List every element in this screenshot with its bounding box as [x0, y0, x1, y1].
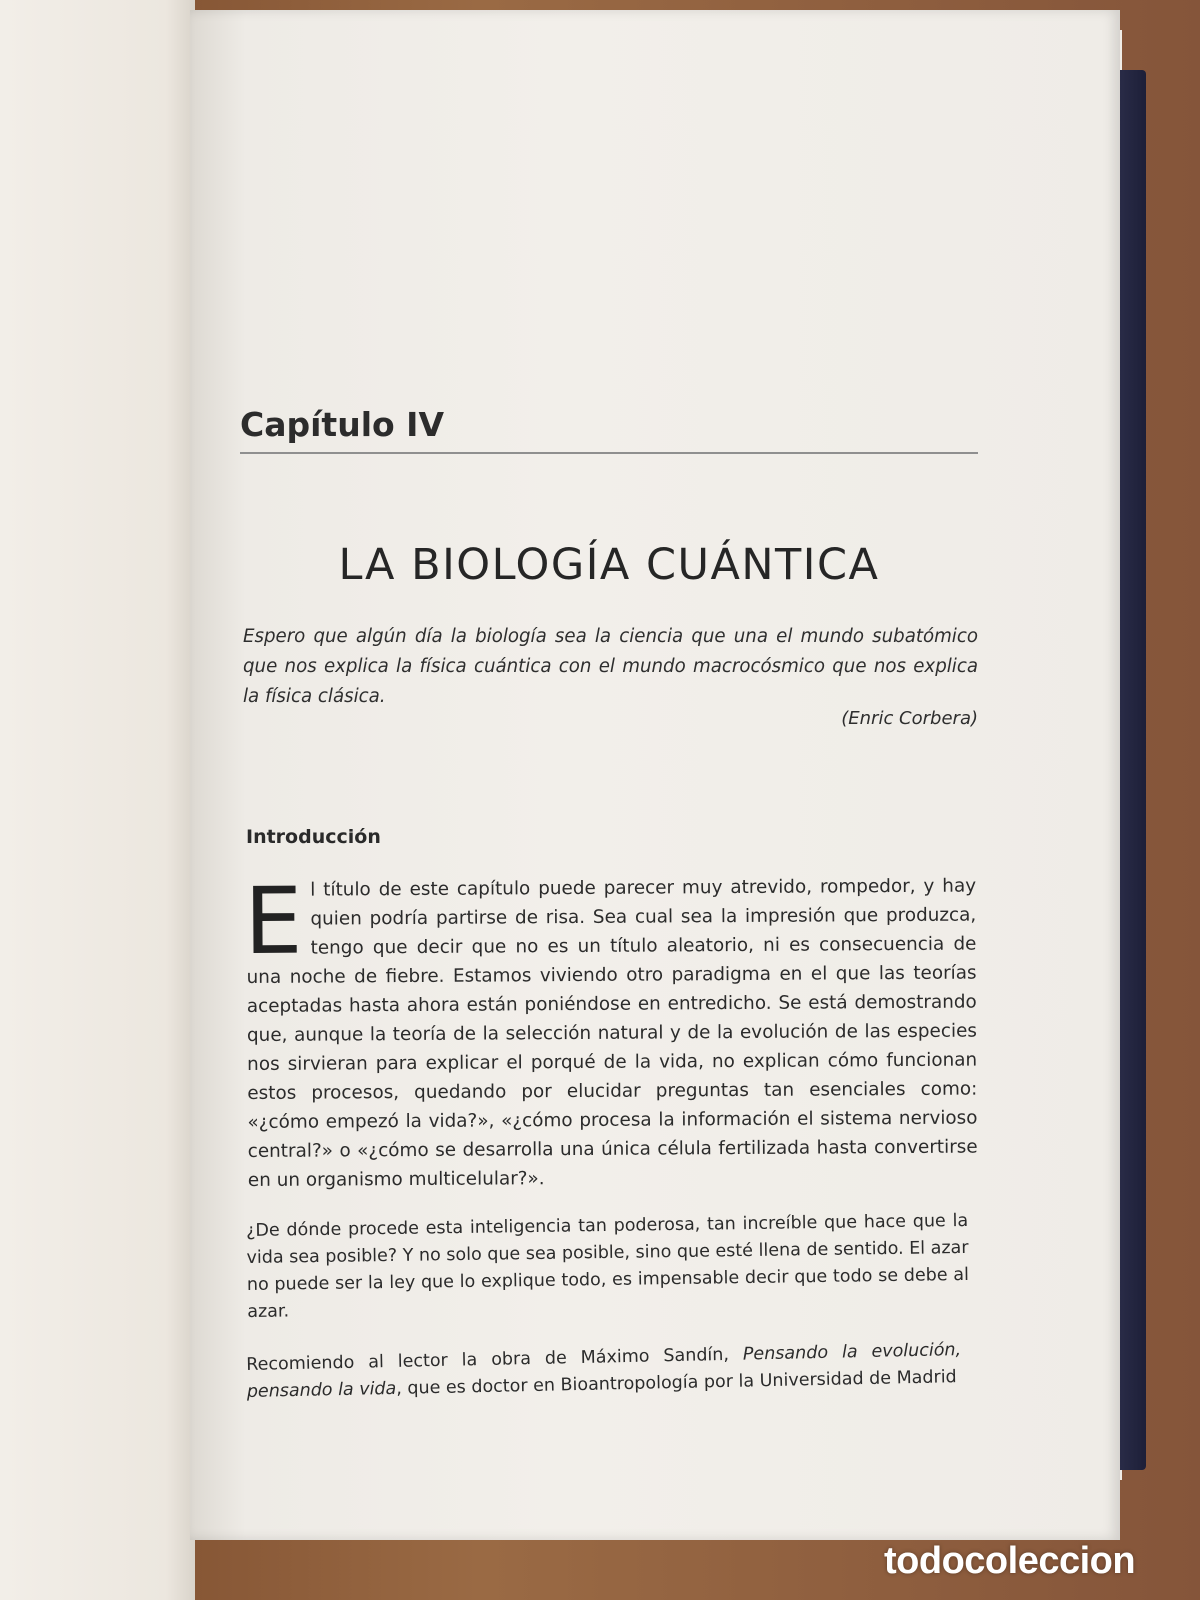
- paragraph-3-before: Recomiendo al lector la obra de Máximo Sandín,: [246, 1344, 744, 1375]
- drop-cap: E: [243, 867, 303, 976]
- chapter-title: LA BIOLOGÍA CUÁNTICA: [338, 540, 880, 590]
- chapter-label: Capítulo IV: [240, 405, 444, 444]
- paragraph-1-text: l título de este capítulo puede parecer muy atrevido, rompedor, y hay quien podría partirse de risa. Sea cual sea la impresión que produzca, tengo que decir que no es un título aleatorio, ni es consecuencia de una noche de fiebre. Estamos viviendo otro paradigma en el que las teorías aceptadas hasta ahora están poniéndose en entredicho. Se está demostrando que, aunque la teoría de la selección natural y de la evolución de las especies nos sirvieran para explicar el porqué de la vida, no explican cómo funcionan estos procesos, quedando por elucidar preguntas tan esenciales como: «¿cómo empezó la vida?», «¿cómo procesa la información el sistema nervioso central?» o «¿cómo se desarrolla una única célula fertilizada hasta convertirse en un organismo multicelular?».: [246, 875, 978, 1191]
- chapter-rule: [240, 452, 978, 454]
- book-cover-edge: [1118, 70, 1146, 1470]
- paragraph-2: ¿De dónde procede esta inteligencia tan poderosa, tan increíble que hace que la vida sea posible? Y no solo que sea posible, sino que esté llena de sentido. El azar no puede ser la ley que lo explique todo, es impensable decir que todo se debe al azar.: [246, 1210, 970, 1322]
- epigraph-text: Espero que algún día la biología sea la ciencia que una el mundo subatómico que nos explica la física cuántica con el mundo macrocósmico que nos explica la física clásica.: [243, 626, 978, 707]
- section-heading: Introducción: [246, 826, 381, 848]
- epigraph-author: (Enric Corbera): [841, 708, 978, 729]
- paragraph-3-after: , que es doctor en Bioantropología por la Universidad de Madrid: [396, 1367, 957, 1399]
- paragraph-1: [243, 867, 978, 1195]
- book-title: Pensando la evolución, pensando la vida: [246, 1340, 962, 1402]
- watermark: todocoleccion: [884, 1540, 1136, 1582]
- left-page: [0, 0, 195, 1600]
